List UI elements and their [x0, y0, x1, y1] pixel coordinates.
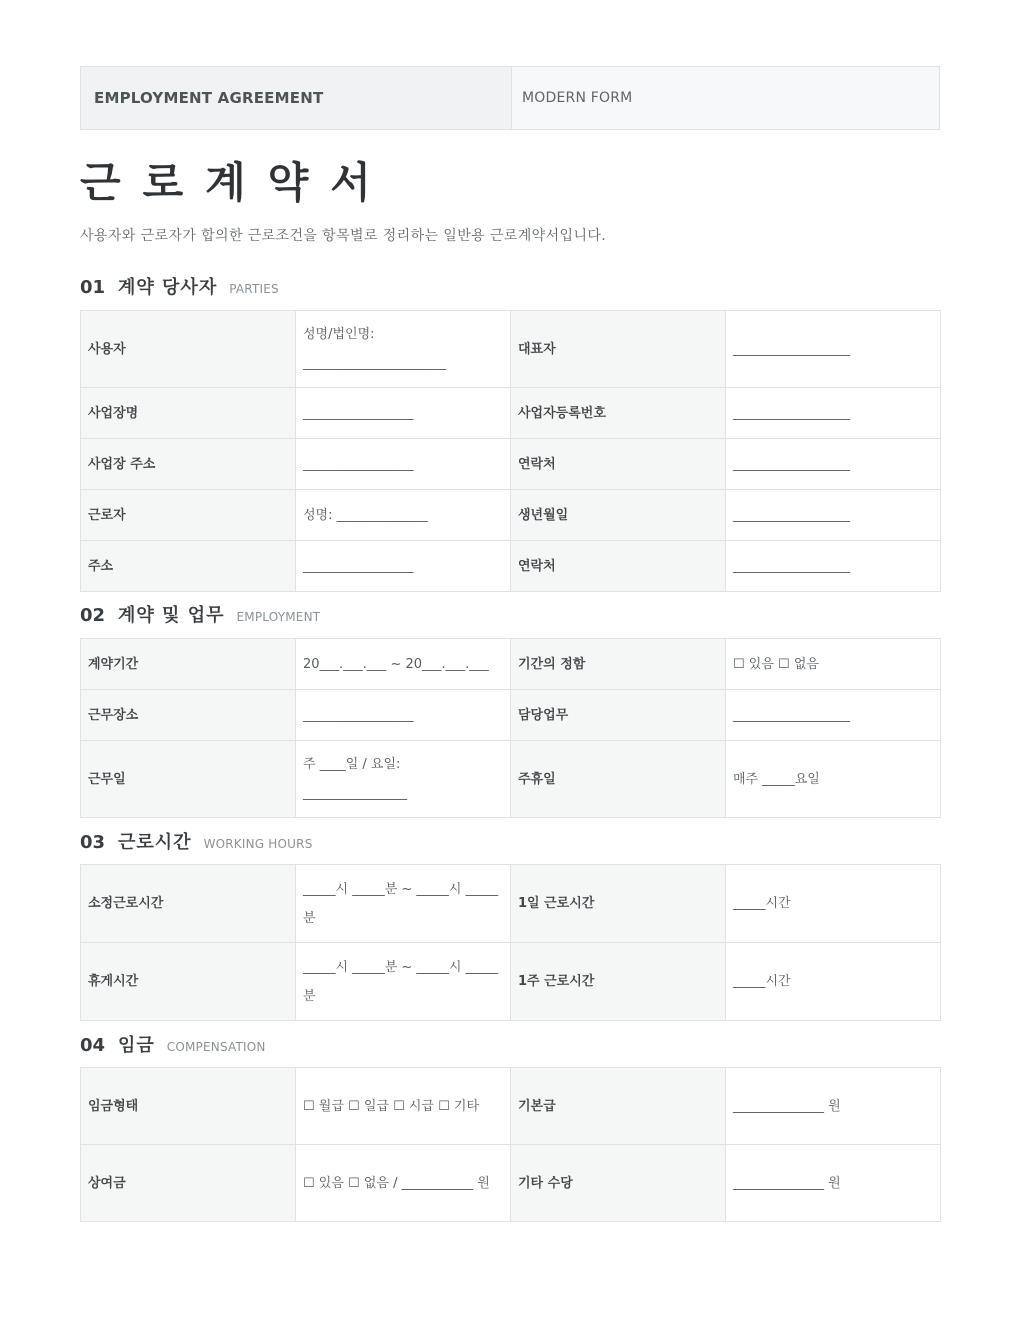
- field-label: 1일 근로시간: [511, 865, 726, 943]
- field-label: 연락처: [511, 439, 726, 490]
- table-row: [81, 1068, 941, 1145]
- table-row: [81, 943, 941, 1021]
- table-row: [81, 388, 941, 439]
- section-number: 02: [80, 605, 106, 626]
- table-row: [81, 1145, 941, 1222]
- field-input[interactable]: __________________: [726, 690, 941, 741]
- page-title: 근로계약서: [80, 158, 393, 207]
- checkbox-group[interactable]: ☐ 있음 ☐ 없음: [726, 639, 941, 690]
- section-subtitle: WORKING HOURS: [203, 837, 313, 851]
- section-04-heading: [80, 1031, 266, 1057]
- field-input[interactable]: _____시 _____분 ~ _____시 _____분: [296, 865, 511, 943]
- field-input[interactable]: _________________: [296, 690, 511, 741]
- section-title: 근로시간: [118, 832, 192, 853]
- field-input[interactable]: __________________: [726, 388, 941, 439]
- section-subtitle: COMPENSATION: [166, 1040, 266, 1054]
- field-input[interactable]: _____시간: [726, 943, 941, 1021]
- compensation-table: [80, 1067, 941, 1222]
- table-row: [81, 439, 941, 490]
- section-02-heading: [80, 601, 320, 627]
- field-label: 기본급: [511, 1068, 726, 1145]
- table-row: [81, 690, 941, 741]
- field-label: 근무일: [81, 741, 296, 818]
- section-number: 01: [80, 277, 106, 298]
- field-input[interactable]: __________________: [726, 541, 941, 592]
- field-label: 임금형태: [81, 1068, 296, 1145]
- field-input[interactable]: __________________: [726, 490, 941, 541]
- field-label: 1주 근로시간: [511, 943, 726, 1021]
- section-title: 계약 당사자: [118, 277, 218, 298]
- section-subtitle: EMPLOYMENT: [236, 610, 321, 624]
- table-row: [81, 741, 941, 818]
- table-row: [81, 490, 941, 541]
- page-subtitle: 사용자와 근로자가 합의한 근로조건을 항목별로 정리하는 일반용 근로계약서입니다.: [80, 228, 607, 244]
- field-input[interactable]: _________________: [296, 541, 511, 592]
- field-input[interactable]: _____시 _____분 ~ _____시 _____분: [296, 943, 511, 1021]
- field-label: 사용자: [81, 311, 296, 388]
- table-row: [81, 865, 941, 943]
- field-label: 휴게시간: [81, 943, 296, 1021]
- parties-table: [80, 310, 941, 592]
- field-label: 주소: [81, 541, 296, 592]
- field-label: 근무장소: [81, 690, 296, 741]
- field-label: 주휴일: [511, 741, 726, 818]
- section-title: 계약 및 업무: [118, 605, 225, 626]
- header-bar: [80, 66, 940, 130]
- section-03-heading: [80, 828, 313, 854]
- working-hours-table: [80, 864, 941, 1021]
- field-input[interactable]: 성명: ______________: [296, 490, 511, 541]
- field-input[interactable]: ______________ 원: [726, 1145, 941, 1222]
- field-label: 생년월일: [511, 490, 726, 541]
- header-form-type: MODERN FORM: [522, 90, 633, 106]
- field-label: 소정근로시간: [81, 865, 296, 943]
- field-input[interactable]: 20___.___.___ ~ 20___.___.___: [296, 639, 511, 690]
- field-input[interactable]: _____시간: [726, 865, 941, 943]
- checkbox-group[interactable]: ☐ 있음 ☐ 없음 / ___________ 원: [296, 1145, 511, 1222]
- section-number: 04: [80, 1035, 106, 1056]
- section-title: 임금: [118, 1035, 155, 1056]
- table-row: [81, 541, 941, 592]
- checkbox-group[interactable]: ☐ 월급 ☐ 일급 ☐ 시급 ☐ 기타: [296, 1068, 511, 1145]
- field-input[interactable]: _________________: [296, 439, 511, 490]
- field-label: 계약기간: [81, 639, 296, 690]
- field-label: 사업장 주소: [81, 439, 296, 490]
- header-title: EMPLOYMENT AGREEMENT: [81, 67, 512, 129]
- field-input[interactable]: ______________ 원: [726, 1068, 941, 1145]
- field-input[interactable]: 매주 _____요일: [726, 741, 941, 818]
- field-label: 근로자: [81, 490, 296, 541]
- field-input[interactable]: __________________: [726, 311, 941, 388]
- field-label: 상여금: [81, 1145, 296, 1222]
- section-01-heading: [80, 273, 279, 299]
- section-number: 03: [80, 832, 106, 853]
- field-input[interactable]: 성명/법인명: ______________________: [296, 311, 511, 388]
- field-label: 담당업무: [511, 690, 726, 741]
- employment-table: [80, 638, 941, 818]
- field-input[interactable]: 주 ____일 / 요일: ________________: [296, 741, 511, 818]
- table-row: [81, 639, 941, 690]
- section-subtitle: PARTIES: [229, 282, 279, 296]
- field-label: 사업자등록번호: [511, 388, 726, 439]
- field-label: 기타 수당: [511, 1145, 726, 1222]
- field-input[interactable]: __________________: [726, 439, 941, 490]
- field-label: 대표자: [511, 311, 726, 388]
- field-label: 사업장명: [81, 388, 296, 439]
- field-label: 기간의 정함: [511, 639, 726, 690]
- table-row: [81, 311, 941, 388]
- field-label: 연락처: [511, 541, 726, 592]
- field-input[interactable]: _________________: [296, 388, 511, 439]
